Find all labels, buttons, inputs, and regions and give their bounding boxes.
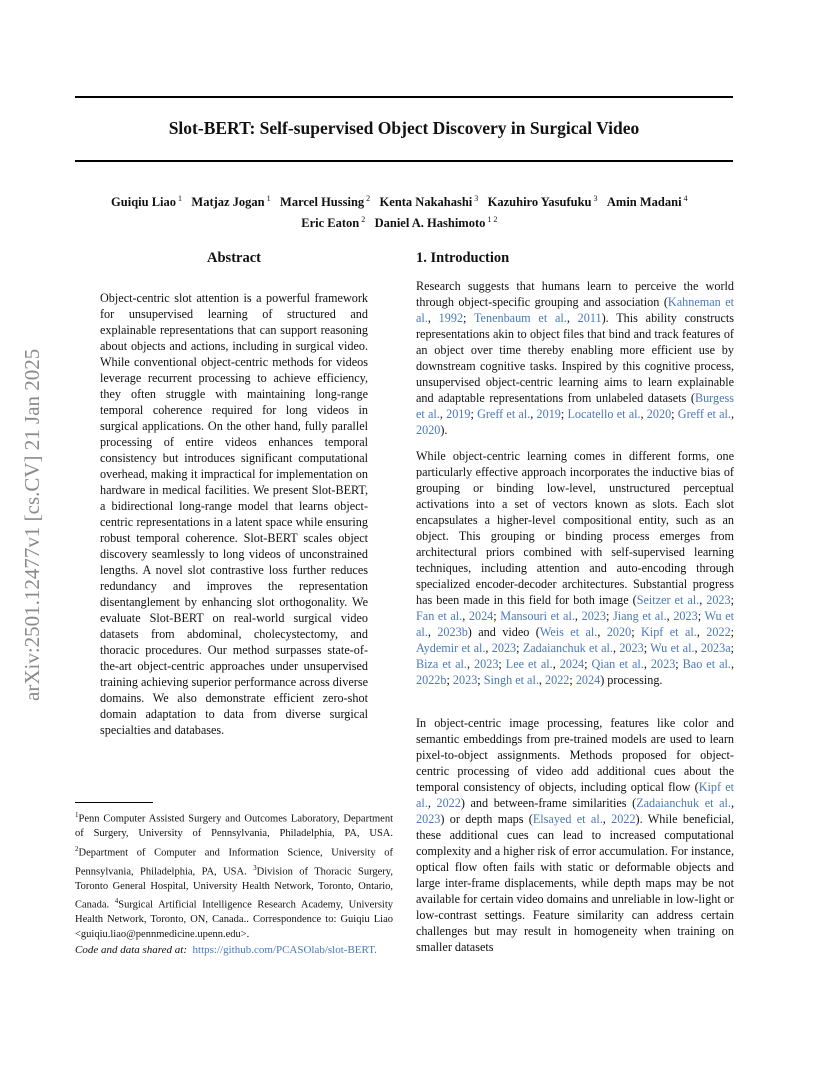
paragraph-text: , <box>530 407 537 421</box>
footnote-marker: 1 <box>75 811 79 819</box>
citation-link[interactable]: 2019 <box>446 407 471 421</box>
author-name: Amin Madani <box>606 195 682 210</box>
paragraph-text: , <box>597 625 607 639</box>
citation-link[interactable]: 2020 <box>606 625 632 639</box>
author-name: Daniel A. Hashimoto <box>374 216 486 231</box>
citation-link[interactable]: Zadaianchuk et al. <box>636 796 731 810</box>
paragraph-text: , <box>602 812 612 826</box>
paragraph-text: , <box>439 407 447 421</box>
citation-link[interactable]: 2019 <box>536 407 561 421</box>
paragraph-text: ). This ability constructs representations akin to object files that bind and track features of an object over time thereby enabling more efficient use by downstream cognitive tasks. Inspired by this cognitive process, unsupervised object-centric learning aims to learn explainable and adaptable representations from unlabeled datasets ( <box>416 311 734 405</box>
paragraph-text: ; <box>730 641 735 655</box>
paragraph-text: ). <box>440 423 448 437</box>
author-affiliation-marker: 4 <box>681 194 688 203</box>
citation-link[interactable]: 2024 <box>468 609 494 623</box>
paragraph-text: ; <box>730 625 735 639</box>
paragraph-text: , <box>566 311 578 325</box>
citation-link[interactable]: Greff et al. <box>477 407 531 421</box>
intro-paragraph-2 <box>416 448 734 688</box>
citation-link[interactable]: 2023b <box>437 625 468 639</box>
paragraph-text: Research suggests that humans learn to perceive the world through object-specific grouping and association ( <box>416 279 734 309</box>
paragraph-text: ; <box>463 311 474 325</box>
author-list <box>75 190 733 232</box>
paragraph-text: ; <box>605 609 613 623</box>
author-name: Matjaz Jogan <box>191 195 265 210</box>
title-rule-top <box>75 96 733 98</box>
citation-link[interactable]: Mansouri et al. <box>500 609 575 623</box>
citation-link[interactable]: 2023 <box>491 641 517 655</box>
citation-link[interactable]: Kipf et al. <box>641 625 697 639</box>
citation-link[interactable]: Wu et al. <box>416 609 735 639</box>
paragraph-text: , <box>696 625 707 639</box>
citation-link[interactable]: Tenenbaum et al. <box>473 311 567 325</box>
paragraph-text: , <box>666 609 674 623</box>
arxiv-stamp: arXiv:2501.12477v1 [cs.CV] 21 Jan 2025 <box>20 348 44 702</box>
citation-link[interactable]: 2022 <box>545 673 570 687</box>
citation-link[interactable]: Bao et al. <box>682 657 731 671</box>
footnote-rule <box>75 802 153 803</box>
paragraph-text: ) and video ( <box>467 625 540 639</box>
author-affiliation-marker: 1 2 <box>485 215 498 225</box>
author-affiliation-marker: 2 <box>364 194 371 203</box>
paragraph-text: , <box>466 657 475 671</box>
citation-link[interactable]: 2023a <box>700 641 731 655</box>
affiliation-1: Penn Computer Assisted Surgery and Outcomes Laboratory, Department of Surgery, University of Pennsylvania, Philadelphia, PA, USA. <box>75 813 393 839</box>
author-name: Kazuhiro Yasufuku <box>487 195 592 210</box>
intro-paragraph-1 <box>416 278 734 438</box>
author-affiliation-marker: 3 <box>591 194 598 203</box>
footnote-marker: 3 <box>253 863 257 872</box>
citation-link[interactable]: 2023 <box>416 812 441 826</box>
paragraph-text: ; <box>470 407 478 421</box>
citation-link[interactable]: Zadaianchuk et al. <box>522 641 613 655</box>
citation-link[interactable]: 2022b <box>416 673 447 687</box>
footnote-marker: 4 <box>114 897 119 905</box>
citation-link[interactable]: Seitzer et al. <box>636 593 700 607</box>
abstract-heading: Abstract <box>207 250 261 266</box>
citation-link[interactable]: 2023 <box>706 593 731 607</box>
citation-link[interactable]: Kipf et al. <box>416 780 734 810</box>
citation-link[interactable]: Biza et al. <box>416 657 467 671</box>
intro-paragraph-3 <box>416 715 734 955</box>
paragraph-text: ). While beneficial, these additional cues can lead to increased computational complexity and a higher risk of error accumulation. For instance, optical flow often fails with static or deformable objects and large inter-frame displacements, while depth maps may be not available for certain video domains and unreliable in low-light or low-contrast settings. Feature similarity can address certain challenges but may result in homogeneity when training on smaller datasets <box>416 812 734 954</box>
paper-title: Slot-BERT: Self-supervised Object Discovery in Surgical Video <box>168 118 640 138</box>
author-affiliation-marker: 3 <box>472 194 479 203</box>
citation-link[interactable]: Wu et al. <box>650 641 695 655</box>
paragraph-text: ; <box>569 673 576 687</box>
paragraph-text: , <box>640 407 647 421</box>
paragraph-text: ; <box>675 657 683 671</box>
paragraph-text: , <box>427 625 438 639</box>
author-name: Eric Eaton <box>301 216 360 231</box>
code-link[interactable]: https://github.com/PCASOlab/slot-BERT. <box>192 944 377 956</box>
paragraph-text: , <box>612 641 620 655</box>
citation-link[interactable]: 2020 <box>416 423 441 437</box>
introduction-heading: 1. Introduction <box>416 250 510 266</box>
paragraph-text: , <box>427 311 439 325</box>
citation-link[interactable]: 2022 <box>611 812 636 826</box>
affiliation-footnote <box>75 808 393 942</box>
citation-link[interactable]: 2023 <box>650 657 676 671</box>
citation-link[interactable]: Fan et al. <box>416 609 463 623</box>
citation-link[interactable]: Lee et al. <box>505 657 553 671</box>
paragraph-text: ; <box>697 609 705 623</box>
citation-link[interactable]: 2020 <box>646 407 672 421</box>
abstract-body: Object-centric slot attention is a powerful framework for unsupervised learning of structured and explainable representations that can support reasoning about objects and actions, including in surgical video. While conventional object-centric methods for videos leverage recurrent processing to achieve efficiency, they often struggle with maintaining long-range temporal coherence required for long videos in surgical applications. On the other hand, fully parallel processing of entire videos enhances temporal consistency but introduces significant computational overhead, making it impractical for implementation on hardware in medical facilities. We present Slot-BERT, a bidirectional long-range model that learns object-centric representations in a latent space while ensuring robust temporal coherence. Slot-BERT scales object discovery seamlessly to long videos of unconstrained lengths. A novel slot contrastive loss further reduces redundancy and improves the representation disentanglement by enhancing slot orthogonality. We evaluate Slot-BERT on real-world surgical video datasets from abdominal, cholecystectomy, and thoracic procedures. Our method surpasses state-of-the-art object-centric approaches under unsupervised training achieving superior performance across diverse domains. We also demonstrate efficient zero-shot domain adaptation to data from diverse surgical specialties and databases. <box>100 291 368 737</box>
author-affiliation-marker: 2 <box>359 215 366 225</box>
citation-link[interactable]: Elsayed et al. <box>532 812 603 826</box>
citation-link[interactable]: Locatello et al. <box>567 407 641 421</box>
paragraph-text: In object-centric image processing, features like color and semantic embeddings from pre-trained models are used to learn pixel-to-object assignments. Methods proposed for object-centric processing of video add additional cues about the temporal consistency of objects, including optical flow ( <box>416 716 734 794</box>
paragraph-text: ; <box>584 657 592 671</box>
code-label: Code and data shared at: <box>75 944 188 956</box>
paragraph-text: , <box>552 657 560 671</box>
affiliation-2: Department of Computer and Information Science, University of Pennsylvania, Philadelphia, PA, USA. <box>75 847 393 877</box>
paragraph-text: While object-centric learning comes in different forms, one particularly effective approach incorporates the inductive bias of grouping or binding low-level, unstructured perceptual activations into a set of vectors known as slots. Each slot encapsulates a higher-level compositional entity, such as an object. This grouping or binding process emerges from architectural priors combined with self-supervised learning techniques, including attention and auto-encoding through specialized encoder-decoder architectures. Substantial progress has been made in this field for both image ( <box>416 449 734 607</box>
paragraph-text: ; <box>498 657 506 671</box>
paragraph-text: ; <box>477 673 484 687</box>
author-name: Kenta Nakahashi <box>379 195 473 210</box>
citation-link[interactable]: Burgess et al. <box>416 391 734 421</box>
citation-link[interactable]: 1992 <box>438 311 464 325</box>
paragraph-text: , <box>538 673 545 687</box>
citation-link[interactable]: Aydemir et al. <box>416 641 486 655</box>
author-affiliation-marker: 1 <box>264 194 271 203</box>
paragraph-text: , <box>427 796 437 810</box>
paragraph-text: ; <box>730 593 734 607</box>
citation-link[interactable]: 2023 <box>619 641 644 655</box>
citation-link[interactable]: 2011 <box>577 311 602 325</box>
citation-link[interactable]: 2024 <box>559 657 585 671</box>
author-affiliation-marker: 1 <box>176 194 183 203</box>
paragraph-text: , <box>643 657 651 671</box>
paragraph-text: , <box>574 609 582 623</box>
paragraph-text: ; <box>631 625 641 639</box>
paragraph-text: , <box>699 593 707 607</box>
citation-link[interactable]: Singh et al. <box>483 673 539 687</box>
citation-link[interactable]: Jiang et al. <box>613 609 667 623</box>
citation-link[interactable]: 2023 <box>452 673 478 687</box>
citation-link[interactable]: Greff et al. <box>677 407 731 421</box>
paragraph-text: ; <box>446 673 453 687</box>
citation-link[interactable]: Weis et al. <box>539 625 598 639</box>
paragraph-text: ) and between-frame similarities ( <box>460 796 637 810</box>
citation-link[interactable]: 2022 <box>706 625 731 639</box>
paragraph-text: ; <box>560 407 568 421</box>
citation-link[interactable]: 2023 <box>474 657 499 671</box>
affiliation-3: Division of Thoracic Surgery, Toronto General Hospital, University Health Network, Toronto, Ontario, Canada. <box>75 866 393 911</box>
citation-link[interactable]: Qian et al. <box>591 657 644 671</box>
citation-link[interactable]: 2023 <box>673 609 698 623</box>
paragraph-text: ) processing. <box>600 673 663 687</box>
paragraph-text: , <box>462 609 469 623</box>
footnote-marker: 2 <box>75 844 79 853</box>
author-name: Guiqiu Liao <box>111 195 177 210</box>
paragraph-text: ; <box>671 407 678 421</box>
code-availability-note <box>75 943 395 958</box>
title-rule-bottom <box>75 160 733 162</box>
paragraph-text: ; <box>516 641 523 655</box>
citation-link[interactable]: 2022 <box>436 796 461 810</box>
paragraph-text: ) or depth maps ( <box>440 812 533 826</box>
citation-link[interactable]: 2023 <box>581 609 606 623</box>
citation-link[interactable]: Kahneman et al. <box>416 295 734 325</box>
paragraph-text: ; <box>643 641 651 655</box>
affiliation-4: Surgical Artificial Intelligence Research Academy, University Health Network, Toronto, ON, Canada.. Correspondence to: Guiqiu Liao <guiqiu.liao@pennmedicine.upenn.edu>. <box>75 899 393 940</box>
paragraph-text: , <box>485 641 492 655</box>
citation-link[interactable]: 2024 <box>575 673 601 687</box>
paragraph-text: ; <box>493 609 501 623</box>
paragraph-text: , <box>730 407 735 421</box>
author-name: Marcel Hussing <box>280 195 365 210</box>
paragraph-text: , <box>730 796 734 810</box>
paragraph-text: , <box>730 657 734 671</box>
paragraph-text: , <box>694 641 701 655</box>
